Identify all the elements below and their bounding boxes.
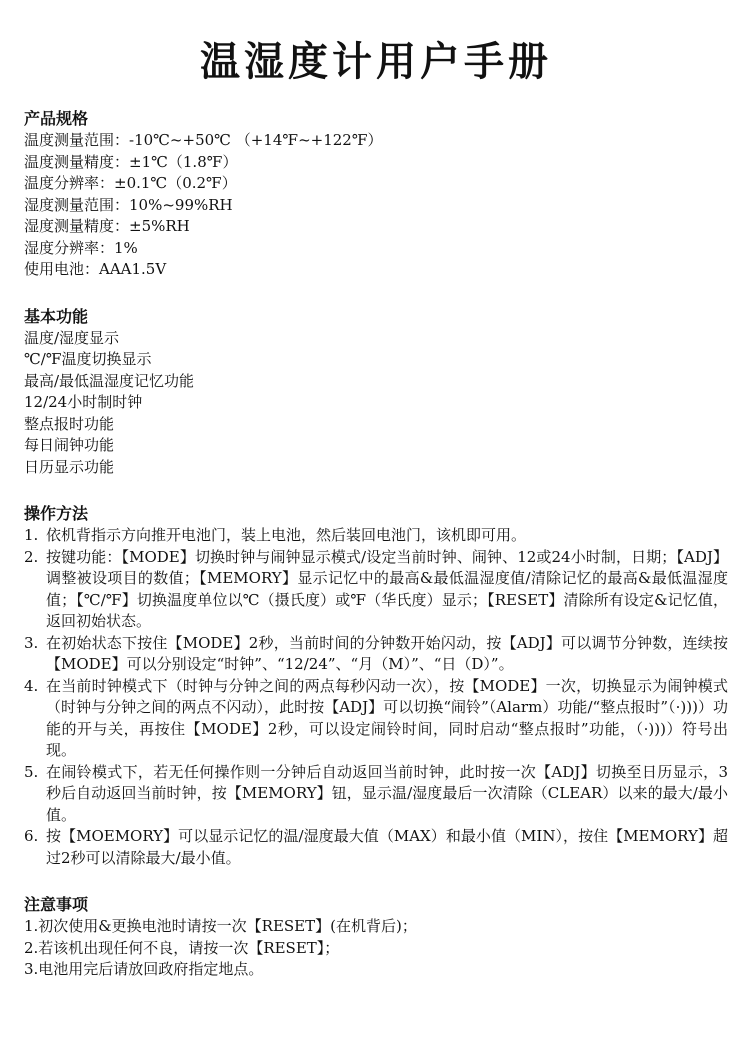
operation-step xyxy=(24,525,728,547)
note-item: 2.若该机出现任何不良，请按一次【RESET】； xyxy=(24,938,340,957)
feature-item: 日历显示功能 xyxy=(24,457,115,476)
specs-heading: 产品规格 xyxy=(24,109,89,128)
operation-step xyxy=(24,676,728,762)
step-number: 2. xyxy=(24,547,39,566)
spec-item: 使用电池：AAA1.5V xyxy=(24,260,167,278)
operation-step xyxy=(24,633,728,676)
spec-item: 湿度分辨率：1% xyxy=(24,238,138,257)
notes-section xyxy=(24,894,728,981)
operation-section xyxy=(24,503,728,869)
step-text: 在初始状态下按住【MODE】2秒，当前时间的分钟数开始闪动，按【ADJ】可以调节分钟数，连续按【MODE】可以分别设定“时钟”、“12/24”、“月（M）”、“日（D）”。 xyxy=(46,633,728,673)
feature-item: 12/24小时制时钟 xyxy=(24,393,143,411)
spacer xyxy=(24,281,728,306)
step-text: 在当前时钟模式下（时钟与分钟之间的两点每秒闪动一次），按【MODE】一次，切换显示为闹钟模式（时钟与分钟之间的两点不闪动），此时按【ADJ】可以切换“闹铃”（Alarm）功能/“整点报时”（·)))）功能的开与关，再按住【MODE】2秒，可以设定闹铃时间，同时启动“整点报时”功能，（·)))）符号出现。 xyxy=(46,676,728,759)
step-text: 按键功能：【MODE】切换时钟与闹钟显示模式/设定当前时钟、闹钟、12或24小时制，日期；【ADJ】调整被设项目的数值；【MEMORY】显示记忆中的最高&最低温湿度值/清除记忆的最高&最低温湿度值；【℃/℉】切换温度单位以℃（摄氏度）或℉（华氏度）显示；【RESET】清除所有设定&记忆值，返回初始状态。 xyxy=(46,547,728,630)
operation-step xyxy=(24,826,728,869)
operation-heading: 操作方法 xyxy=(24,504,89,523)
step-number: 6. xyxy=(24,827,39,845)
operation-step xyxy=(24,547,728,633)
features-section xyxy=(24,306,728,479)
page-title: 温湿度计用户手册 xyxy=(200,39,552,85)
spec-item: 湿度测量范围：10%~99%RH xyxy=(24,195,233,214)
step-text: 按【MOEMORY】可以显示记忆的温/湿度最大值（MAX）和最小值（MIN），按住【MEMORY】超过2秒可以清除最大/最小值。 xyxy=(46,827,728,867)
spacer xyxy=(24,478,728,503)
note-item: 3.电池用完后请放回政府指定地点。 xyxy=(24,960,264,978)
feature-item: 整点报时功能 xyxy=(24,414,115,433)
spec-item: 温度分辨率：±0.1℃（0.2℉） xyxy=(24,174,237,192)
step-text: 依机背指示方向推开电池门，装上电池，然后装回电池门，该机即可用。 xyxy=(46,526,527,544)
step-text: 在闹铃模式下，若无任何操作则一分钟后自动返回当前时钟，此时按一次【ADJ】切换至日历显示，3秒后自动返回当前时钟，按【MEMORY】钮，显示温/湿度最后一次清除（CLEAR）以来的最大/最小值。 xyxy=(46,762,728,824)
specs-section xyxy=(24,108,728,281)
notes-heading: 注意事项 xyxy=(24,895,89,914)
step-number: 4. xyxy=(24,676,39,695)
operation-step xyxy=(24,762,728,827)
feature-item: 温度/湿度显示 xyxy=(24,328,120,347)
spec-item: 温度测量范围：-10℃~+50℃ （+14℉~+122℉） xyxy=(24,131,383,149)
feature-item: 每日闹钟功能 xyxy=(24,436,115,454)
step-number: 3. xyxy=(24,633,39,652)
feature-item: 最高/最低温湿度记忆功能 xyxy=(24,371,195,390)
spec-item: 温度测量精度：±1℃（1.8℉） xyxy=(24,152,238,171)
features-heading: 基本功能 xyxy=(24,306,89,326)
note-item: 1.初次使用&更换电池时请按一次【RESET】(在机背后)； xyxy=(24,917,417,935)
feature-item: ℃/℉温度切换显示 xyxy=(24,350,152,368)
step-number: 1. xyxy=(24,526,39,544)
spec-item: 湿度测量精度：±5%RH xyxy=(24,217,190,235)
spacer xyxy=(24,869,728,894)
step-number: 5. xyxy=(24,762,39,781)
